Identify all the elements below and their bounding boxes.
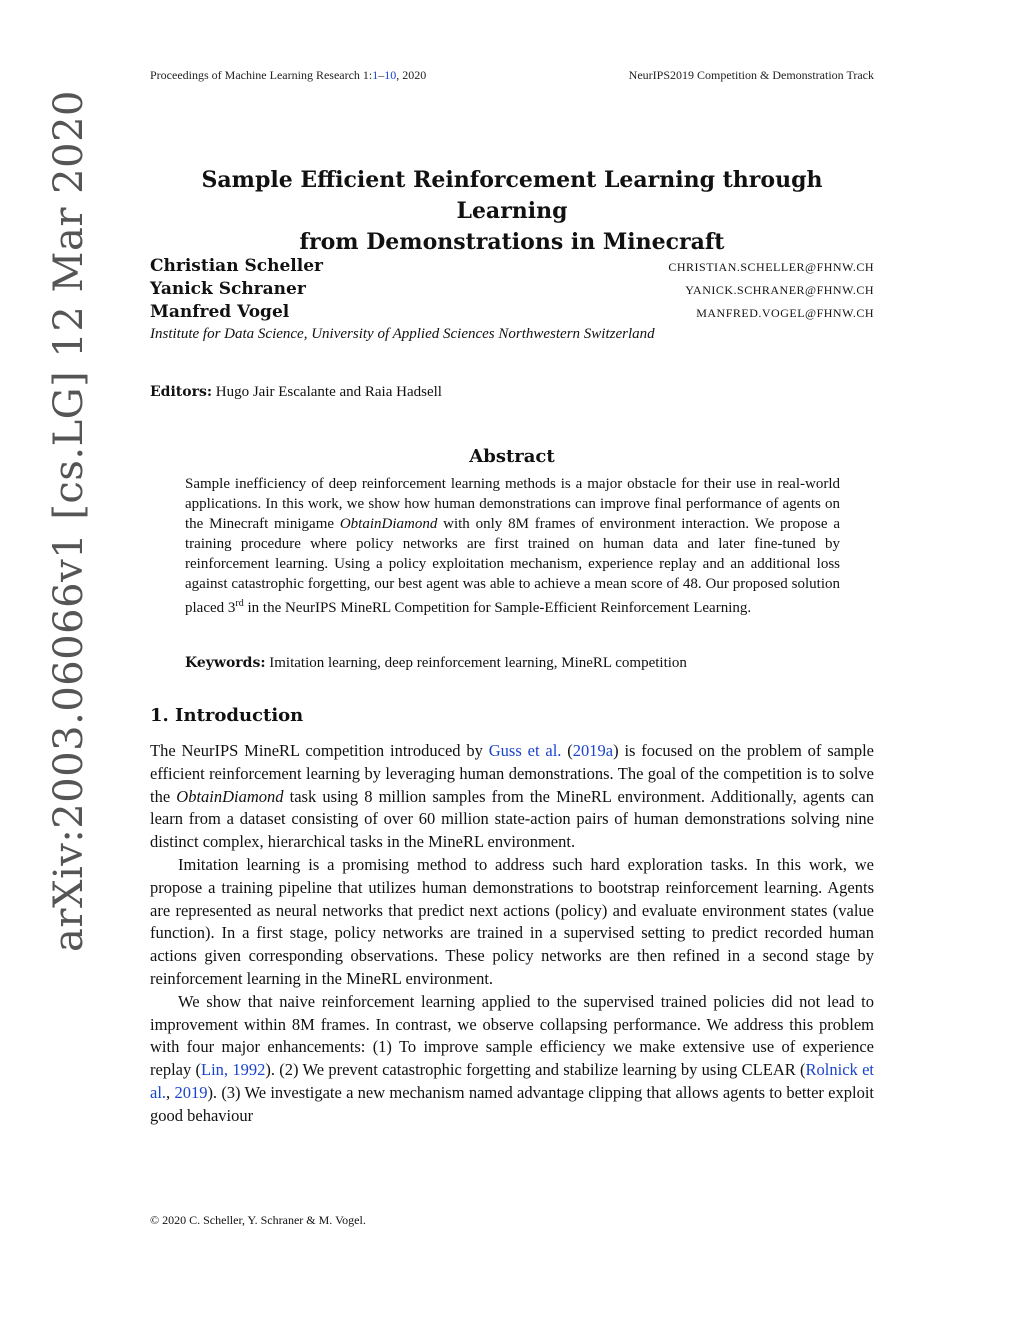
editors-label: Editors: [150,384,213,400]
ordinal-suffix: rd [235,598,244,609]
arxiv-identifier: arXiv:2003.06066v1 [cs.LG] 12 Mar 2020 [46,90,92,952]
affiliation: Institute for Data Science, University of Applied Sciences Northwestern Switzerland [150,326,655,342]
running-header-left [150,68,426,83]
abstract-body [185,474,840,618]
citation-link[interactable]: Rolnick et al. [150,1060,874,1102]
abstract-heading: Abstract [469,446,555,467]
running-header-right: NeurIPS2019 Competition & Demonstration Track [628,68,874,82]
body-text: task using 8 million samples from the MineRL environment. Additionally, agents can learn from a dataset consisting of over 60 million state-action pairs of human demonstrations solving nine distinct complex, hierarchical tasks in the MineRL environment. [150,786,874,852]
abstract-text: with only 8M frames of environment interaction. We propose a training procedure where policy networks are first trained on human data and later fine-tuned by reinforcement learning. Using a policy exploitation mechanism, experience replay and an additional loss against catastrophic forgetting, our best agent was able to achieve a mean score of 48. Our proposed solution placed 3 [185,516,840,616]
abstract-text: in the NeurIPS MineRL Competition for Sample-Efficient Reinforcement Learning. [243,600,752,616]
citation-link[interactable]: 2019a [572,741,614,760]
author-block [150,256,874,343]
author-email[interactable]: MANFRED.VOGEL@FHNW.CH [696,306,874,320]
section-heading-introduction: 1. Introduction [150,705,304,726]
abstract-text: Sample inefficiency of deep reinforcement learning methods is a major obstacle for their use in real-world applications. In this work, we show how human demonstrations can improve final performance of agents on the Minecraft minigame [185,476,840,532]
keywords-list: Imitation learning, deep reinforcement learning, MineRL competition [269,655,687,671]
author-name: Christian Scheller [150,256,323,276]
page-range-separator: – [378,68,385,82]
body-text: ). (2) We prevent catastrophic forgetting and stabilize learning by using CLEAR ( [265,1060,806,1080]
author-email[interactable]: CHRISTIAN.SCHELLER@FHNW.CH [668,260,874,274]
body-text: , [166,1082,175,1102]
title-line-1: Sample Efficient Reinforcement Learning through Learning [201,167,823,224]
body-text: ) is focused on the problem of sample efficient reinforcement learning by leveraging human demonstrations. The goal of the competition is to solve the [150,741,874,806]
copyright-notice: © 2020 C. Scheller, Y. Schraner & M. Vogel. [150,1213,366,1227]
keywords-label: Keywords: [185,655,266,671]
author-row [150,302,874,325]
paragraph [150,991,874,1128]
body-text: The NeurIPS MineRL competition introduced by [150,741,489,760]
citation-link[interactable]: Guss et al. [488,741,562,760]
author-email[interactable]: YANICK.SCHRANER@FHNW.CH [685,283,874,297]
citation-link[interactable]: Lin, 1992 [201,1060,266,1080]
keywords-line [185,655,840,672]
introduction-body [150,740,874,1128]
author-name: Manfred Vogel [150,302,290,322]
citation-link[interactable]: 2019 [174,1082,208,1102]
page-link-first[interactable]: 1 [372,68,379,82]
editors-line [150,384,442,401]
page-link-last[interactable]: 10 [384,68,397,82]
paragraph [150,740,874,854]
body-text: ). (3) We investigate a new mechanism named advantage clipping that allows agents to better exploit good behaviour [150,1082,875,1125]
proceedings-text: Proceedings of Machine Learning Research 1: [150,68,373,82]
task-name: ObtainDiamond [176,786,284,806]
author-name: Yanick Schraner [150,279,306,299]
body-text: ( [561,741,573,760]
title-line-2: from Demonstrations in Minecraft [299,229,725,255]
proceedings-year: , 2020 [396,68,427,82]
editors-names: Hugo Jair Escalante and Raia Hadsell [215,384,442,400]
abstract-paragraph [185,474,840,618]
paragraph: Imitation learning is a promising method to address such hard exploration tasks. In this work, we propose a training pipeline that utilizes human demonstrations to bootstrap reinforcement learning. Agents are represented as neural networks that predict next actions (policy) and evaluate environment states (value function). In a first stage, policy networks are trained in a supervised setting to predict recorded human actions given corresponding observations. These policy networks are then refined in a second stage by reinforcement learning in the MineRL environment. [150,854,874,988]
task-name: ObtainDiamond [339,516,438,532]
body-text: We show that naive reinforcement learning applied to the supervised trained policies did not lead to improvement within 8M frames. In contrast, we observe collapsing performance. We address this problem with four major enhancements: (1) To improve sample efficiency we make extensive use of experience replay ( [150,991,874,1080]
paper-title [150,165,874,258]
author-row [150,279,874,302]
author-row [150,256,874,279]
